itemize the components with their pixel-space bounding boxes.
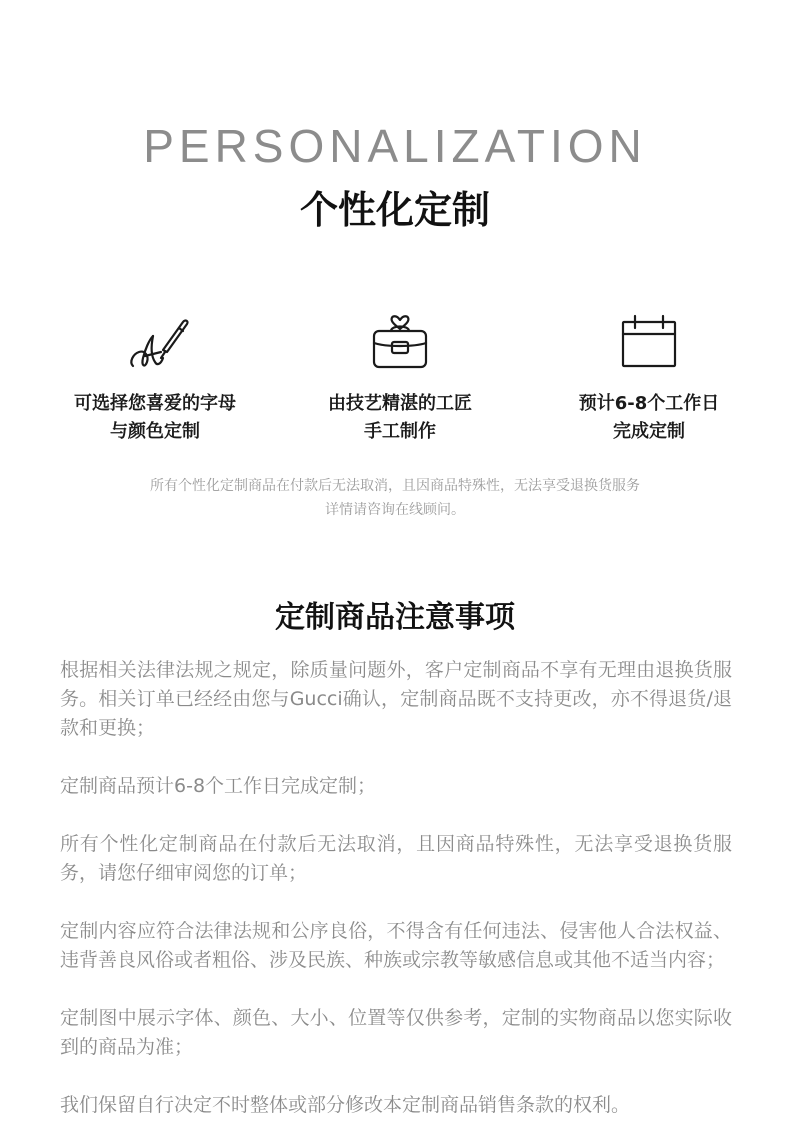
cancellation-note: [0, 474, 790, 522]
terms-title: 定制商品注意事项: [275, 600, 515, 635]
feature-item-handmade: [270, 300, 530, 446]
terms-item: 根据相关法律法规之规定，除质量问题外，客户定制商品不享有无理由退换货服务。相关订单已经经由您与Gucci确认，定制商品既不支持更改，亦不得退货/退款和更换；: [60, 659, 732, 739]
feature-label-delivery: 预计6-8个工作日 完成定制: [578, 393, 720, 442]
handbag-heart-icon: [360, 300, 440, 380]
feature-item-delivery: [519, 300, 779, 446]
personalization-eyebrow: PERSONALIZATION: [143, 120, 647, 172]
page-title: 个性化定制: [299, 188, 490, 232]
pen-writing-icon: [115, 300, 195, 380]
calendar-icon: [609, 300, 689, 380]
consult-advisor-line: 详情请咨询在线顾问。: [325, 502, 465, 518]
feature-list: [0, 300, 790, 460]
terms-item: 定制内容应符合法律法规和公序良俗，不得含有任何违法、侵害他人合法权益、违背善良风俗或者粗俗、涉及民族、种族或宗教等敏感信息或其他不适当内容；: [60, 920, 732, 971]
feature-label-lettering: 可选择您喜爱的字母 与颜色定制: [74, 393, 236, 442]
terms-item: 我们保留自行决定不时整体或部分修改本定制商品销售条款的权利。: [60, 1094, 631, 1116]
terms-list: [60, 656, 732, 1133]
terms-item: 所有个性化定制商品在付款后无法取消，且因商品特殊性，无法享受退换货服务，请您仔细审阅您的订单；: [60, 833, 732, 884]
feature-label-handmade: 由技艺精湛的工匠 手工制作: [328, 393, 472, 442]
terms-item: 定制商品预计6-8个工作日完成定制；: [60, 775, 377, 797]
cancellation-note-line: 所有个性化定制商品在付款后无法取消，且因商品特殊性，无法享受退换货服务: [150, 478, 640, 494]
terms-item: 定制图中展示字体、颜色、大小、位置等仅供参考，定制的实物商品以您实际收到的商品为准；: [60, 1007, 732, 1058]
feature-item-lettering: [25, 300, 285, 446]
